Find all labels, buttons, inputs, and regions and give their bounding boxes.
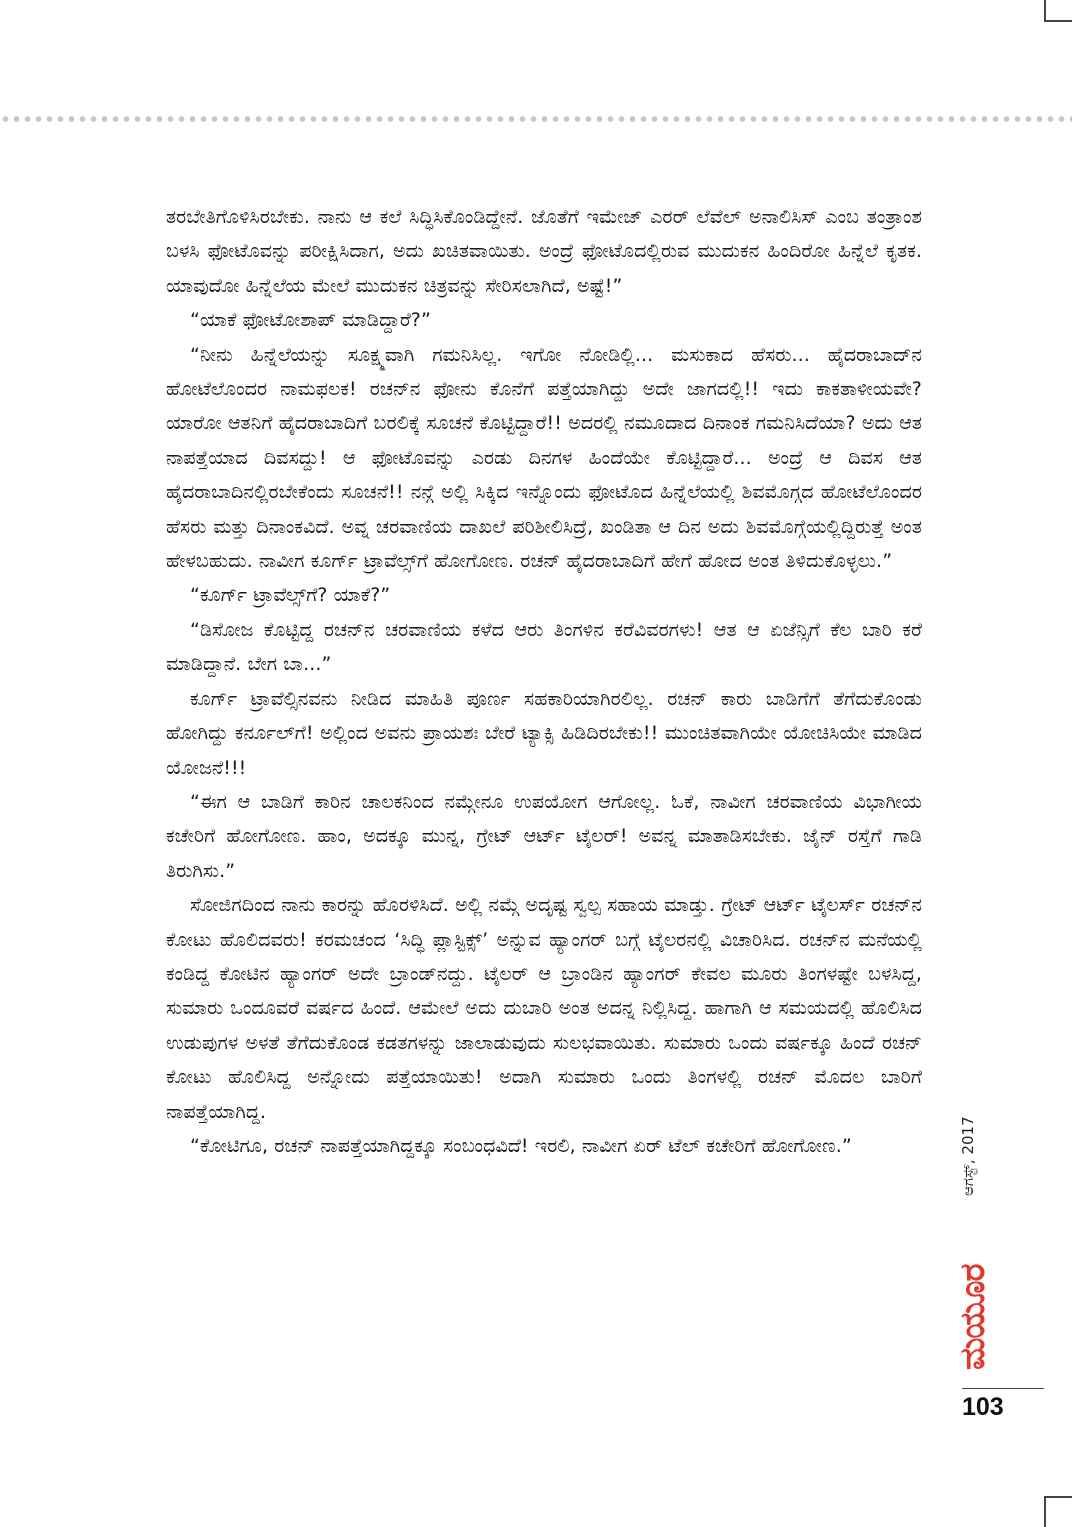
paragraph-4: “ಕೂರ್ಗ್ ಟ್ರಾವೆಲ್ಸ್‌ಗೆ? ಯಾಕೆ?” bbox=[190, 584, 391, 607]
crop-mark-bottom bbox=[1044, 1496, 1072, 1527]
page-number: 103 bbox=[962, 1393, 1004, 1421]
crop-mark-top bbox=[1044, 0, 1072, 22]
article-body bbox=[166, 200, 922, 1163]
magazine-sidebar bbox=[948, 1116, 1018, 1380]
issue-date: ಆಗಸ್ಟ್, 2017 bbox=[959, 1116, 977, 1196]
paragraph-5: “ಡಿಸೋಜ ಕೊಟ್ಟಿದ್ದ ರಚನ್‌ನ ಚರವಾಣಿಯ ಕಳೆದ ಆರು ತಿಂಗಳಿನ ಕರೆವಿವರಗಳು! ಆತ ಆ ಏಜೆನ್ಸಿಗೆ ಕೆಲ ಬಾರಿ ಕರೆ ಮಾಡಿದ್ದಾನೆ. ಬೇಗ ಬಾ...” bbox=[166, 618, 922, 676]
paragraph-9: “ಕೋಟಿಗೂ, ರಚನ್ ನಾಪತ್ತೆಯಾಗಿದ್ದಕ್ಕೂ ಸಂಬಂಧವಿದೆ! ಇರಲಿ, ನಾವೀಗ ಏರ್ ಟೆಲ್ ಕಚೇರಿಗೆ ಹೋಗೋಣ.” bbox=[190, 1134, 852, 1157]
paragraph-2: “ಯಾಕೆ ಫೋಟೋಶಾಪ್ ಮಾಡಿದ್ದಾರೆ?” bbox=[190, 309, 431, 332]
page-number-rule bbox=[962, 1388, 1044, 1389]
magazine-logo: ಮಯೂರ bbox=[953, 1264, 993, 1370]
paragraph-6: ಕೂರ್ಗ್ ಟ್ರಾವೆಲ್ಸಿನವನು ನೀಡಿದ ಮಾಹಿತಿ ಪೂರ್ಣ ಸಹಕಾರಿಯಾಗಿರಲಿಲ್ಲ. ರಚನ್ ಕಾರು ಬಾಡಿಗೆಗೆ ತೆಗೆದುಕೊಂಡು ಹೋಗಿದ್ದು ಕರ್ನೂಲ್‌ಗೆ! ಅಲ್ಲಿಂದ ಅವನು ಪ್ರಾಯಶಃ ಬೇರೆ ಟ್ಯಾಕ್ಸಿ ಹಿಡಿದಿರಬೇಕು!! ಮುಂಚಿತವಾಗಿಯೇ ಯೋಚಿಸಿಯೇ ಮಾಡಿದ ಯೋಜನೆ!!! bbox=[166, 687, 922, 779]
paragraph-1: ತರಬೇತಿಗೊಳಿಸಿರಬೇಕು. ನಾನು ಆ ಕಲೆ ಸಿದ್ಧಿಸಿಕೊಂಡಿದ್ದೇನೆ. ಜೊತೆಗೆ ಇಮೇಜ್ ಎರರ್ ಲೆವೆಲ್ ಅನಾಲಿಸಿಸ್ ಎಂಬ ತಂತ್ರಾಂಶ ಬಳಸಿ ಫೋಟೊವನ್ನು ಪರೀಕ್ಷಿಸಿದಾಗ, ಅದು ಖಚಿತವಾಯಿತು. ಅಂದ್ರೆ ಫೋಟೊದಲ್ಲಿರುವ ಮುದುಕನ ಹಿಂದಿರೋ ಹಿನ್ನೆಲೆ ಕೃತಕ. ಯಾವುದೋ ಹಿನ್ನೆಲೆಯ ಮೇಲೆ ಮುದುಕನ ಚಿತ್ರವನ್ನು ಸೇರಿಸಲಾಗಿದೆ, ಅಷ್ಟೆ!” bbox=[166, 206, 922, 297]
paragraph-3: “ನೀನು ಹಿನ್ನೆಲೆಯನ್ನು ಸೂಕ್ಷ್ಮವಾಗಿ ಗಮನಿಸಿಲ್ಲ. ಇಗೋ ನೋಡಿಲ್ಲಿ... ಮಸುಕಾದ ಹೆಸರು... ಹೈದರಾಬಾದ್‌ನ ಹೋಟೆಲೊಂದರ ನಾಮಫಲಕ! ರಚನ್‌ನ ಫೋನು ಕೊನೆಗೆ ಪತ್ತೆಯಾಗಿದ್ದು ಅದೇ ಜಾಗದಲ್ಲಿ!! ಇದು ಕಾಕತಾಳೀಯವೇ? ಯಾರೋ ಆತನಿಗೆ ಹೈದರಾಬಾದಿಗೆ ಬರಲಿಕ್ಕೆ ಸೂಚನೆ ಕೊಟ್ಟಿದ್ದಾರೆ!! ಅದರಲ್ಲಿ ನಮೂದಾದ ದಿನಾಂಕ ಗಮನಿಸಿದೆಯಾ? ಅದು ಆತ ನಾಪತ್ತೆಯಾದ ದಿವಸದ್ದು! ಆ ಫೋಟೊವನ್ನು ಎರಡು ದಿನಗಳ ಹಿಂದೆಯೇ ಕೊಟ್ಟಿದ್ದಾರೆ... ಅಂದ್ರೆ ಆ ದಿವಸ ಆತ ಹೈದರಾಬಾದಿನಲ್ಲಿರಬೇಕೆಂದು ಸೂಚನೆ!! ನನ್ಗೆ ಅಲ್ಲಿ ಸಿಕ್ಕಿದ ಇನ್ನೊಂದು ಫೋಟೊದ ಹಿನ್ನೆಲೆಯಲ್ಲಿ ಶಿವಮೊಗ್ಗದ ಹೋಟೆಲೊಂದರ ಹೆಸರು ಮತ್ತು ದಿನಾಂಕವಿದೆ. ಅವ್ನ ಚರವಾಣಿಯ ದಾಖಲೆ ಪರಿಶೀಲಿಸಿದ್ರೆ, ಖಂಡಿತಾ ಆ ದಿನ ಅದು ಶಿವಮೊಗ್ಗೆಯಲ್ಲಿದ್ದಿರುತ್ತೆ ಅಂತ ಹೇಳಬಹುದು. ನಾವೀಗ ಕೂರ್ಗ್ ಟ್ರಾವೆಲ್ಸ್‌ಗೆ ಹೋಗೋಣ. ರಚನ್ ಹೈದರಾಬಾದಿಗೆ ಹೇಗೆ ಹೋದ ಅಂತ ತಿಳಿದುಕೊಳ್ಳಲು.” bbox=[166, 343, 922, 573]
paragraph-8: ಸೋಜಿಗದಿಂದ ನಾನು ಕಾರನ್ನು ಹೊರಳಿಸಿದೆ. ಅಲ್ಲಿ ನಮ್ಗೆ ಅದೃಷ್ಟ ಸ್ವಲ್ಪ ಸಹಾಯ ಮಾಡ್ತು. ಗ್ರೇಟ್ ಆರ್ಟ್ ಟೈಲರ್ಸ್ ರಚನ್‌ನ ಕೋಟು ಹೊಲಿದವರು! ಕರಮಚಂದ ‘ಸಿದ್ಧಿ ಪ್ಲಾಸ್ಟಿಕ್ಸ್’ ಅನ್ನುವ ಹ್ಯಾಂಗರ್ ಬಗ್ಗೆ ಟೈಲರನಲ್ಲಿ ವಿಚಾರಿಸಿದ. ರಚನ್‌ನ ಮನೆಯಲ್ಲಿ ಕಂಡಿದ್ದ ಕೋಟಿನ ಹ್ಯಾಂಗರ್ ಅದೇ ಬ್ರಾಂಡ್‌ನದ್ದು. ಟೈಲರ್ ಆ ಬ್ರಾಂಡಿನ ಹ್ಯಾಂಗರ್ ಕೇವಲ ಮೂರು ತಿಂಗಳಷ್ಟೇ ಬಳಸಿದ್ದ, ಸುಮಾರು ಒಂದೂವರೆ ವರ್ಷದ ಹಿಂದೆ. ಆಮೇಲೆ ಅದು ದುಬಾರಿ ಅಂತ ಅದನ್ನ ನಿಲ್ಲಿಸಿದ್ದ. ಹಾಗಾಗಿ ಆ ಸಮಯದಲ್ಲಿ ಹೊಲಿಸಿದ ಉಡುಪುಗಳ ಅಳತೆ ತೆಗೆದುಕೊಂಡ ಕಡತಗಳನ್ನು ಜಾಲಾಡುವುದು ಸುಲಭವಾಯಿತು. ಸುಮಾರು ಒಂದು ವರ್ಷಕ್ಕೂ ಹಿಂದೆ ರಚನ್ ಕೋಟು ಹೊಲಿಸಿದ್ದ ಅನ್ನೋದು ಪತ್ತೆಯಾಯಿತು! ಅದಾಗಿ ಸುಮಾರು ಒಂದು ತಿಂಗಳಲ್ಲಿ ರಚನ್ ಮೊದಲ ಬಾರಿಗೆ ನಾಪತ್ತೆಯಾಗಿದ್ದ. bbox=[166, 894, 922, 1123]
dotted-divider bbox=[0, 114, 1072, 124]
paragraph-7: “ಈಗ ಆ ಬಾಡಿಗೆ ಕಾರಿನ ಚಾಲಕನಿಂದ ನಮ್ಗೇನೂ ಉಪಯೋಗ ಆಗೋಲ್ಲ. ಓಕೆ, ನಾವೀಗ ಚರವಾಣಿಯ ವಿಭಾಗೀಯ ಕಚೇರಿಗೆ ಹೋಗೋಣ. ಹಾಂ, ಅದಕ್ಕೂ ಮುನ್ನ, ಗ್ರೇಟ್ ಆರ್ಟ್ ಟೈಲರ್! ಅವನ್ನ ಮಾತಾಡಿಸಬೇಕು. ಜೈನ್ ರಸ್ತೆಗೆ ಗಾಡಿ ತಿರುಗಿಸು.” bbox=[166, 790, 922, 882]
